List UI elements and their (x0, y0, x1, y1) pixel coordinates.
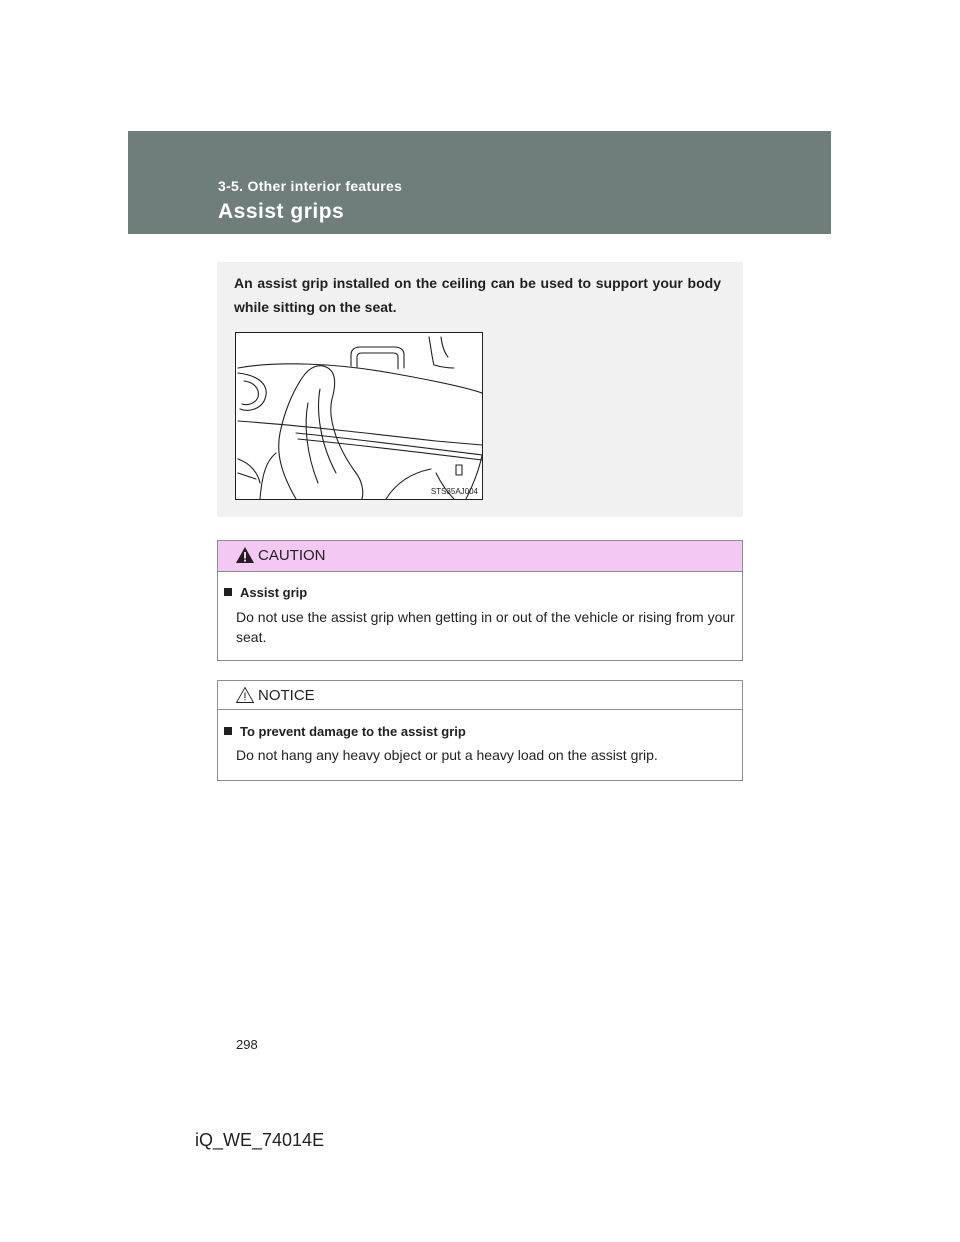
notice-item-heading (224, 724, 466, 739)
header-band (128, 131, 831, 234)
notice-box (217, 680, 743, 781)
caution-heading-text: Assist grip (240, 585, 308, 600)
assist-grip-illustration (236, 333, 483, 500)
notice-item-body: Do not hang any heavy object or put a heavy load on the assist grip. (236, 747, 658, 763)
assist-grip-figure (235, 332, 483, 500)
caution-header (218, 541, 742, 572)
notice-title: NOTICE (258, 687, 315, 704)
section-label: 3-5. Other interior features (218, 178, 403, 194)
intro-text: An assist grip installed on the ceiling can be used to support your body while sitting on the seat. (234, 275, 721, 315)
caution-box (217, 540, 743, 661)
document-code: iQ_WE_74014E (195, 1130, 325, 1150)
caution-item-heading (224, 585, 307, 600)
intro-box (217, 262, 743, 517)
notice-header (218, 681, 742, 710)
warning-triangle-icon (235, 546, 255, 569)
bullet-square-icon (224, 588, 232, 596)
caution-title: CAUTION (258, 547, 326, 564)
figure-code: STS35AJ004 (430, 487, 478, 496)
caution-item-body: Do not use the assist grip when getting in or out of the vehicle or rising from your seat. (236, 609, 735, 645)
page-title: Assist grips (218, 200, 345, 223)
warning-outline-icon (235, 686, 255, 709)
page-number: 298 (236, 1037, 258, 1052)
bullet-square-icon (224, 727, 232, 735)
notice-heading-text: To prevent damage to the assist grip (240, 724, 466, 739)
